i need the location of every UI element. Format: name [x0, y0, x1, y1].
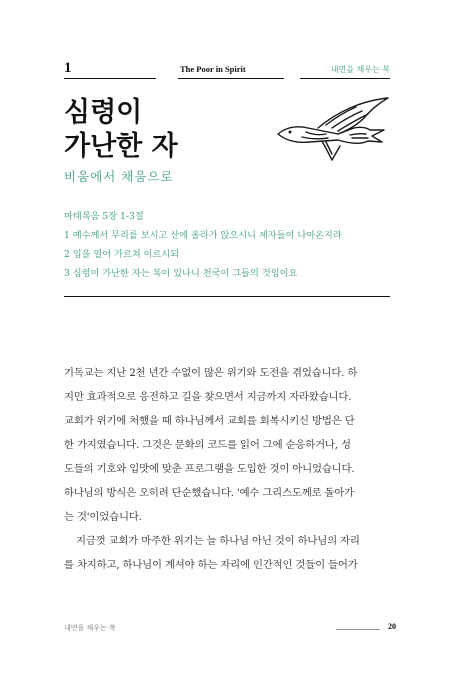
scripture-verse: 3 심령이 가난한 자는 복이 있나니 천국이 그들의 것임이요: [64, 268, 298, 279]
body-text: [64, 361, 390, 577]
body-line: 는 것'이었습니다.: [64, 511, 142, 523]
body-line: 도들의 기호와 입맛에 맞춘 프로그램을 도입한 것이 아니었습니다.: [64, 463, 355, 475]
scripture-passage: [64, 207, 342, 283]
header-rule-middle: [178, 78, 284, 79]
chapter-subtitle: 비움에서 채움으로: [64, 169, 174, 184]
scripture-reference: 마태복음 5장 1-3절: [64, 211, 144, 222]
header-rule-left: [64, 78, 156, 79]
chapter-title-line-2: 가난한 자: [64, 131, 178, 162]
chapter-title: [64, 96, 178, 164]
chapter-title-line-1: 심령이: [64, 97, 143, 128]
body-line: 한 가지였습니다. 그것은 문화의 코드를 읽어 그에 순응하거나, 성: [64, 439, 351, 451]
body-line: 교회가 위기에 처했을 때 하나님께서 교회를 회복시키신 방법은 단: [64, 415, 355, 427]
body-line: 지금껏 교회가 마주한 위기는 늘 하나님 아닌 것이 하나님의 자리: [76, 535, 360, 547]
footer-rule: [336, 629, 380, 630]
chapter-english-title: The Poor in Spirit: [180, 64, 246, 74]
body-line: 하나님의 방식은 오히려 단순했습니다. '예수 그리스도께로 돌아가: [64, 487, 354, 499]
header-rule-right: [300, 78, 390, 79]
series-title: 내면을 채우는 복: [330, 65, 390, 74]
scripture-verse: 1 예수께서 무리를 보시고 산에 올라가 앉으시니 제자들이 나아온지라: [64, 230, 342, 241]
chapter-header: [64, 60, 390, 84]
body-line: 기독교는 지난 2천 년간 수없이 많은 위기와 도전을 겪었습니다. 하: [64, 367, 358, 379]
chapter-number: 1: [64, 60, 72, 76]
footer-book-title: 내면을 채우는 복: [64, 624, 116, 632]
scripture-verse: 2 입을 열어 가르쳐 이르시되: [64, 249, 180, 260]
scripture-divider: [64, 296, 390, 297]
body-line: 지만 효과적으로 응전하고 길을 찾으면서 지금까지 자라왔습니다.: [64, 391, 352, 403]
body-line: 를 차지하고, 하나님이 계셔야 하는 자리에 인간적인 것들이 들어가: [64, 559, 358, 571]
swallow-bird-icon: [266, 94, 392, 164]
page-number: 20: [388, 622, 396, 631]
